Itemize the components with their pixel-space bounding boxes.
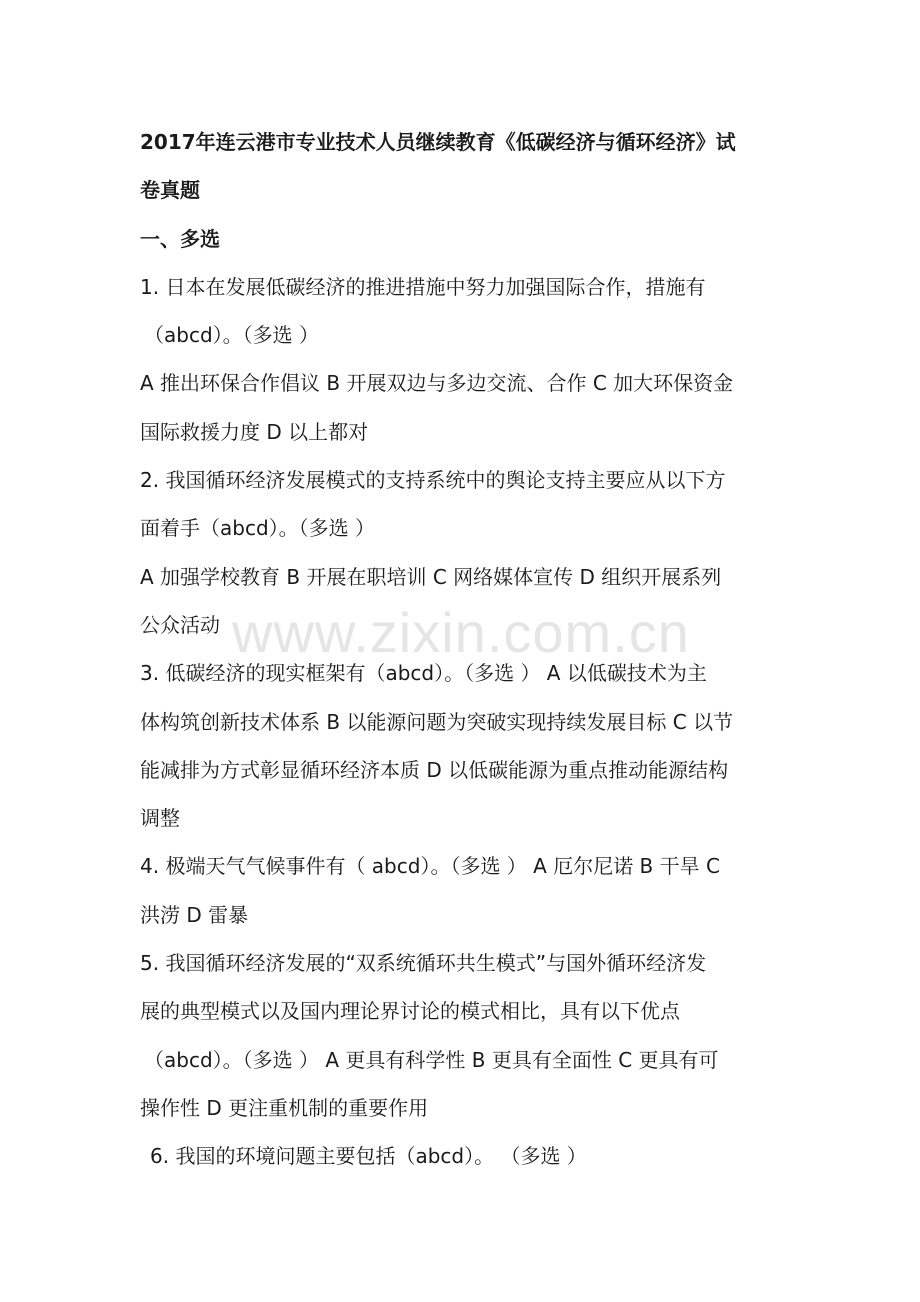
question-2-options-line-1: A 加强学校教育 B 开展在职培训 C 网络媒体宣传 D 组织开展系列 <box>140 564 722 589</box>
question-2-line-2: 面着手（abcd）。（多选 ） <box>140 516 375 541</box>
question-5-line-4: 操作性 D 更注重机制的重要作用 <box>140 1095 429 1120</box>
question-4-line-2: 洪涝 D 雷暴 <box>140 902 249 927</box>
question-6-line-1: 6. 我国的环境问题主要包括（abcd）。 （多选 ） <box>150 1144 587 1169</box>
section-heading: 一、多选 <box>140 226 220 251</box>
document-page <box>140 118 790 1181</box>
question-1-line-2: （abcd）。（多选 ） <box>144 323 319 348</box>
document-title-line-2: 卷真题 <box>140 178 200 203</box>
question-5-line-2: 展的典型模式以及国内理论界讨论的模式相比，具有以下优点 <box>140 999 680 1024</box>
watermark-text: www.zixin.com.cn <box>232 601 690 664</box>
question-3-line-3: 能减排为方式彰显循环经济本质 D 以低碳能源为重点推动能源结构 <box>140 757 729 782</box>
question-5-line-1: 5. 我国循环经济发展的“双系统循环共生模式”与国外循环经济发 <box>140 951 707 976</box>
question-4-line-1: 4. 极端天气气候事件有（ abcd）。（多选 ） A 厄尔尼诺 B 干旱 C <box>140 854 720 879</box>
question-3-line-2: 体构筑创新技术体系 B 以能源问题为突破实现持续发展目标 C 以节 <box>140 709 734 734</box>
document-title-line-1: 2017年连云港市专业技术人员继续教育《低碳经济与循环经济》试 <box>140 130 736 154</box>
question-1-options-line-1: A 推出环保合作倡议 B 开展双边与多边交流、合作 C 加大环保资金 <box>140 371 734 396</box>
question-1-line-1: 1. 日本在发展低碳经济的推进措施中努力加强国际合作，措施有 <box>140 274 706 299</box>
question-1-options-line-2: 国际救援力度 D 以上都对 <box>140 419 369 444</box>
question-3-line-1: 3. 低碳经济的现实框架有（abcd）。（多选 ） A 以低碳技术为主 <box>140 661 707 686</box>
question-2-line-1: 2. 我国循环经济发展模式的支持系统中的舆论支持主要应从以下方 <box>140 468 726 493</box>
question-2-options-line-2: 公众活动 <box>140 612 220 637</box>
question-5-line-3: （abcd）。（多选 ） A 更具有科学性 B 更具有全面性 C 更具有可 <box>144 1047 719 1072</box>
question-3-line-4: 调整 <box>140 806 180 831</box>
